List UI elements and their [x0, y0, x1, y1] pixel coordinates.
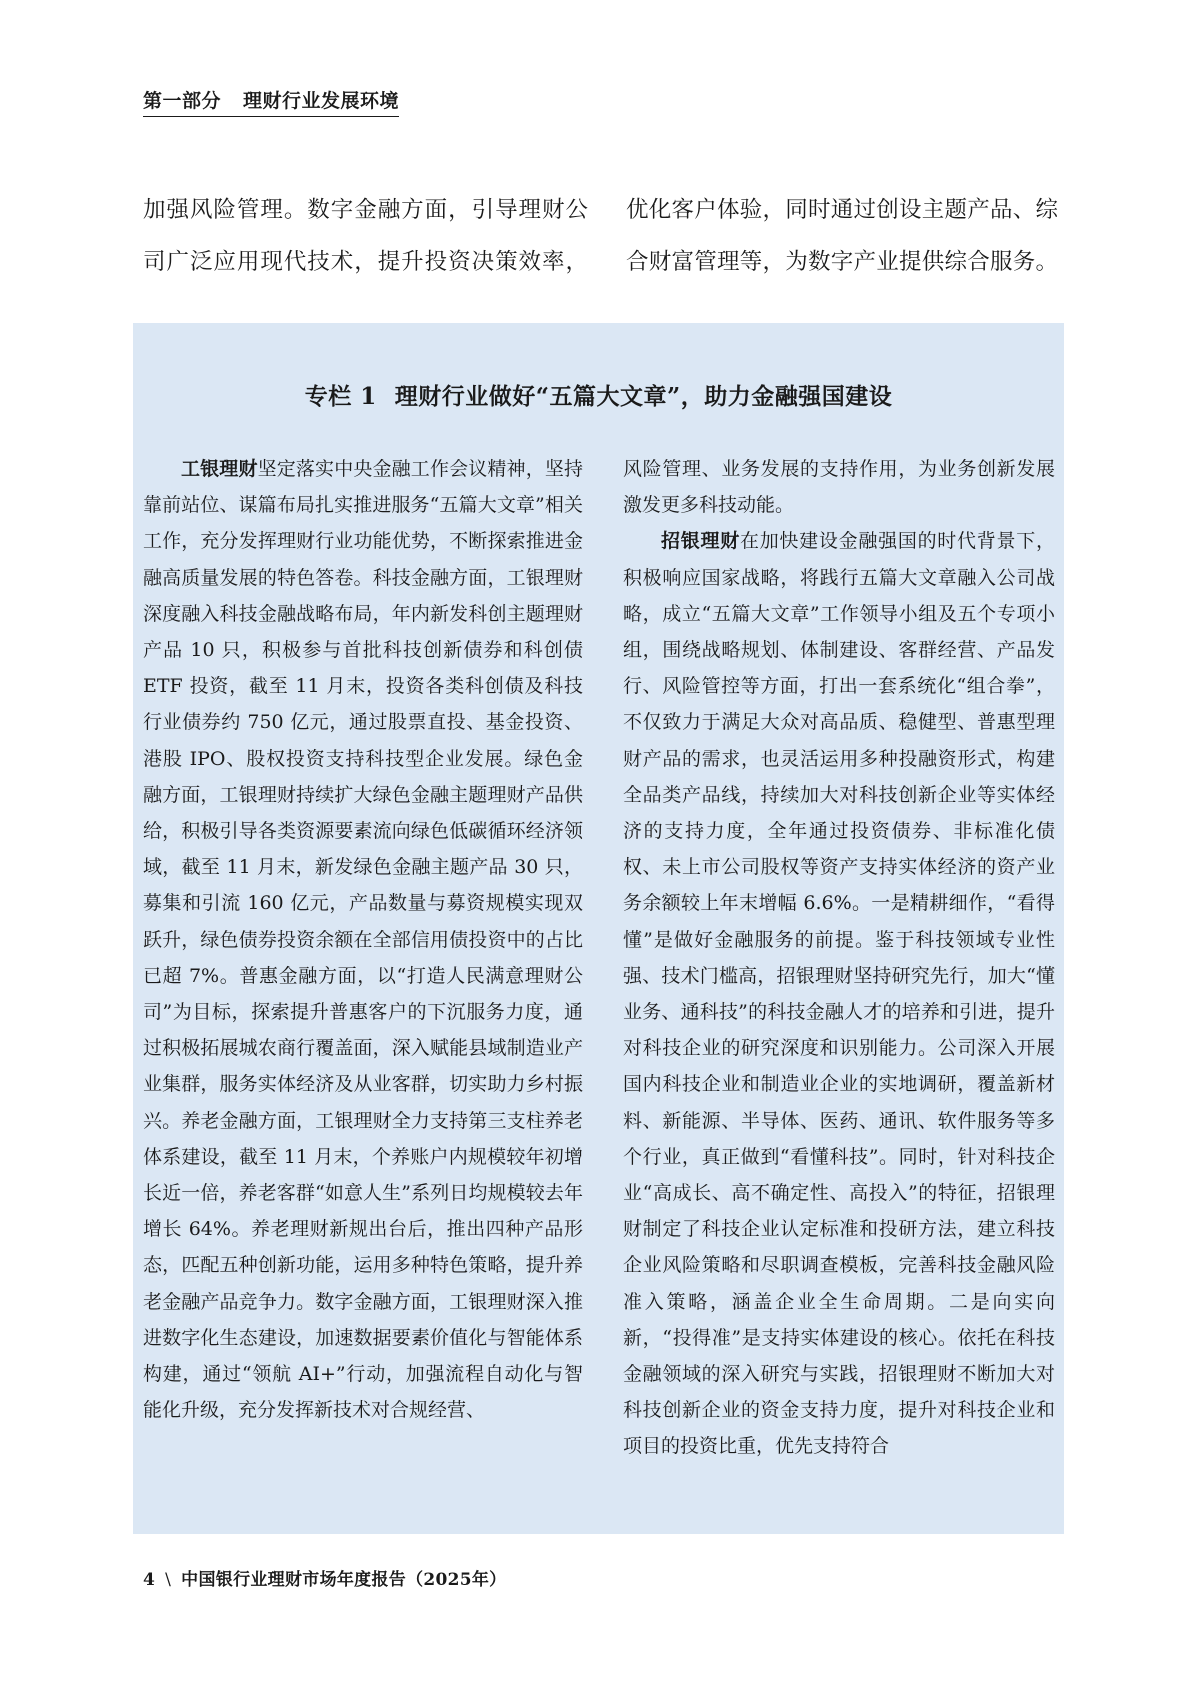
intro-paragraph-right: 优化客户体验，同时通过创设主题产品、综合财富管理等，为数字产业提供综合服务。 — [626, 197, 1058, 275]
page-number: 4 — [143, 1570, 156, 1590]
intro-paragraph-left: 加强风险管理。数字金融方面，引导理财公司广泛应用现代技术，提升投资决策效率， — [143, 197, 588, 275]
feature-box — [133, 323, 1064, 1534]
cmb-wealth-text: 在加快建设金融强国的时代背景下，积极响应国家战略，将践行五篇大文章融入公司战略，成立“五篇大文章”工作领导小组及五个专项小组，围绕战略规划、体制建设、客群经营、产品发行、风险管控等方面，打出一套系统化“组合拳”，不仅致力于满足大众对高品质、稳健型、普惠型理财产品的需求，也灵活运用多种投融资形式，构建全品类产品线，持续加大对科技创新企业等实体经济的支持力度，全年通过投资债券、非标准化债权、未上市公司股权等资产支持实体经济的资产业务余额较上年末增幅 6.6%。一是精耕细作，“看得懂”是做好金融服务的前提。鉴于科技领域专业性强、技术门槛高，招银理财坚持研究先行，加大“懂业务、通科技”的科技金融人才的培养和引进，提升对科技企业的研究深度和识别能力。公司深入开展国内科技企业和制造业企业的实地调研，覆盖新材料、新能源、半导体、医药、通讯、软件服务等多个行业，真正做到“看懂科技”。同时，针对科技企业“高成长、高不确定性、高投入”的特征，招银理财制定了科技企业认定标准和投研方法，建立科技企业风险策略和尽职调查模板，完善科技金融风险准入策略，涵盖企业全生命周期。二是向实向新，“投得准”是支持实体建设的核心。依托在科技金融领域的深入研究与实践，招银理财不断加大对科技创新企业的资金支持力度，提升对科技企业和项目的投资比重，优先支持符合 — [623, 530, 1055, 1458]
feature-column-right — [623, 451, 1055, 1465]
cmb-wealth-lead: 招银理财 — [661, 530, 740, 553]
icbc-wealth-paragraph — [143, 451, 583, 1428]
running-head-part: 第一部分 — [143, 90, 222, 112]
icbc-wealth-continued: 风险管理、业务发展的支持作用，为业务创新发展激发更多科技动能。 — [623, 458, 1055, 517]
publication-title: 中国银行业理财市场年度报告（2025年） — [181, 1570, 507, 1590]
feature-box-label: 专栏 1 — [304, 383, 377, 410]
page-footer — [143, 1565, 507, 1590]
feature-box-heading: 理财行业做好“五篇大文章”，助力金融强国建设 — [394, 383, 893, 410]
feature-box-title — [133, 378, 1064, 411]
feature-column-left — [143, 451, 583, 1428]
icbc-wealth-text: 坚定落实中央金融工作会议精神，坚持靠前站位、谋篇布局扎实推进服务“五篇大文章”相关工作，充分发挥理财行业功能优势，不断探索推进金融高质量发展的特色答卷。科技金融方面，工银理财深度融入科技金融战略布局，年内新发科创主题理财产品 10 只，积极参与首批科技创新债券和科创债 ETF 投资，截至 11 月末，投资各类科创债及科技行业债券约 750 亿元，通过股票直投、基金投资、港股 IPO、股权投资支持科技型企业发展。绿色金融方面，工银理财持续扩大绿色金融主题理财产品供给，积极引导各类资源要素流向绿色低碳循环经济领域，截至 11 月末，新发绿色金融主题产品 30 只，募集和引流 160 亿元，产品数量与募资规模实现双跃升，绿色债券投资余额在全部信用债投资中的占比已超 7%。普惠金融方面，以“打造人民满意理财公司”为目标，探索提升普惠客户的下沉服务力度，通过积极拓展城农商行覆盖面，深入赋能县域制造业产业集群，服务实体经济及从业客群，切实助力乡村振兴。养老金融方面，工银理财全力支持第三支柱养老体系建设，截至 11 月末，个养账户内规模较年初增长近一倍，养老客群“如意人生”系列日均规模较去年增长 64%。养老理财新规出台后，推出四种产品形态，匹配五种创新功能，运用多种特色策略，提升养老金融产品竞争力。数字金融方面，工银理财深入推进数字化生态建设，加速数据要素价值化与智能体系构建，通过“领航 AI+”行动，加强流程自动化与智能化升级，充分发挥新技术对合规经营、 — [143, 458, 583, 1422]
cmb-wealth-paragraph — [623, 523, 1055, 1464]
icbc-wealth-lead: 工银理财 — [181, 458, 258, 480]
running-head-title: 理财行业发展环境 — [243, 90, 400, 112]
running-head — [143, 86, 399, 117]
footer-separator: \ — [165, 1570, 172, 1590]
